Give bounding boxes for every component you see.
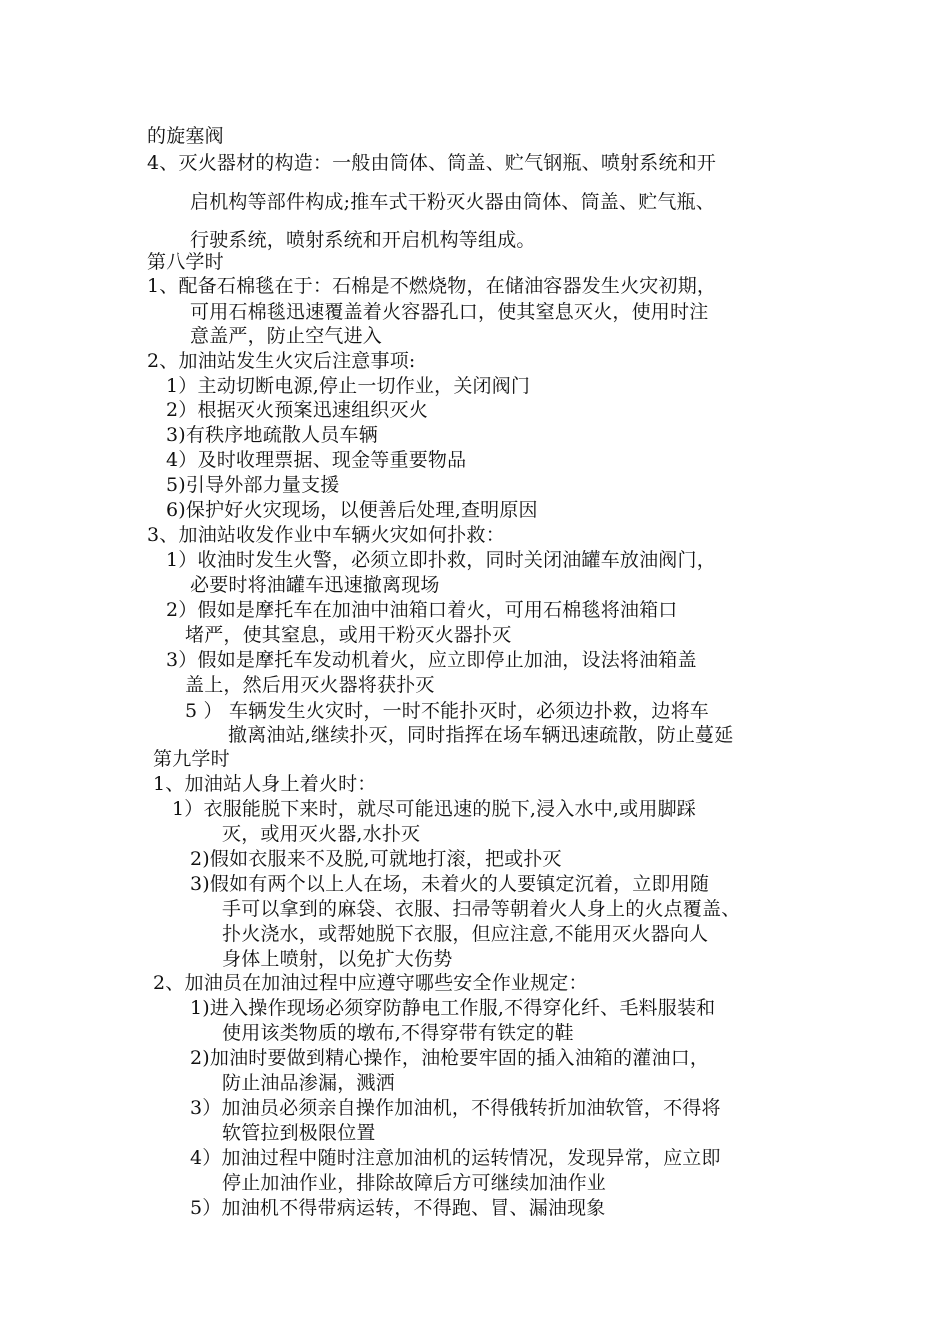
text-line: 启机构等部件构成;推车式干粉灭火器由筒体、筒盖、贮气瓶、 — [190, 191, 716, 213]
text-line: 2、加油员在加油过程中应遵守哪些安全作业规定： — [153, 972, 588, 994]
list-item: 1)进入操作现场必须穿防静电工作服,不得穿化纤、毛料服装和 — [190, 997, 716, 1019]
text-line: 4、灭火器材的构造：一般由筒体、筒盖、贮气钢瓶、喷射系统和开 — [147, 152, 717, 174]
list-item: 3）假如是摩托车发动机着火，应立即停止加油，设法将油箱盖 — [166, 649, 697, 671]
list-item: 3）加油员必须亲自操作加油机，不得俄转折加油软管，不得将 — [190, 1097, 721, 1119]
text-line: 手可以拿到的麻袋、衣服、扫帚等朝着火人身上的火点覆盖、 — [222, 898, 741, 920]
list-item: 4）加油过程中随时注意加油机的运转情况，发现异常，应立即 — [190, 1147, 721, 1169]
section-heading: 第八学时 — [147, 251, 224, 273]
list-item: 3)有秩序地疏散人员车辆 — [166, 424, 378, 446]
list-item: 5 ） 车辆发生火灾时，一时不能扑灭时，必须边扑救，边将车 — [185, 700, 709, 722]
text-line: 撤离油站,继续扑灭，同时指挥在场车辆迅速疏散，防止蔓延 — [228, 724, 734, 746]
text-line: 行驶系统，喷射系统和开启机构等组成。 — [190, 229, 536, 251]
list-item: 2）假如是摩托车在加油中油箱口着火，可用石棉毯将油箱口 — [166, 599, 678, 621]
text-line: 盖上，然后用灭火器将获扑灭 — [185, 674, 435, 696]
list-item: 3)假如有两个以上人在场，未着火的人要镇定沉着，立即用随 — [190, 873, 710, 895]
list-item: 6)保护好火灾现场，以便善后处理,查明原因 — [166, 499, 538, 521]
text-line: 的旋塞阀 — [147, 125, 224, 147]
text-line: 使用该类物质的墩布,不得穿带有铁定的鞋 — [222, 1022, 574, 1044]
text-line: 停止加油作业，排除故障后方可继续加油作业 — [222, 1172, 607, 1194]
text-line: 扑火浇水，或帮她脱下衣服，但应注意,不能用灭火器向人 — [222, 923, 709, 945]
list-item: 5）加油机不得带病运转，不得跑、冒、漏油现象 — [190, 1197, 606, 1219]
text-line: 1、加油站人身上着火时： — [153, 773, 377, 795]
text-line: 堵严，使其窒息，或用干粉灭火器扑灭 — [185, 624, 512, 646]
text-line: 3、加油站收发作业中车辆火灾如何扑救： — [147, 524, 505, 546]
list-item: 2）根据灭火预案迅速组织灭火 — [166, 399, 428, 421]
text-line: 2、加油站发生火灾后注意事项: — [147, 350, 416, 372]
list-item: 2)加油时要做到精心操作，油枪要牢固的插入油箱的灌油口， — [190, 1047, 710, 1069]
text-line: 灭，或用灭火器,水扑灭 — [222, 823, 421, 845]
list-item: 1）主动切断电源,停止一切作业，关闭阀门 — [166, 375, 531, 397]
section-heading: 第九学时 — [153, 748, 230, 770]
list-item: 2)假如衣服来不及脱,可就地打滚，把或扑灭 — [190, 848, 562, 870]
list-item: 4）及时收理票据、现金等重要物品 — [166, 449, 467, 471]
text-line: 意盖严，防止空气进入 — [190, 325, 383, 347]
text-line: 可用石棉毯迅速覆盖着火容器孔口，使其窒息灭火，使用时注 — [190, 301, 709, 323]
text-line: 防止油品渗漏，溅洒 — [222, 1072, 395, 1094]
text-line: 身体上喷射，以免扩大伤势 — [222, 948, 453, 970]
text-line: 必要时将油罐车迅速撤离现场 — [190, 574, 440, 596]
list-item: 5)引导外部力量支援 — [166, 474, 340, 496]
text-line: 1、配备石棉毯在于：石棉是不燃烧物，在储油容器发生火灾初期， — [147, 275, 717, 297]
list-item: 1）收油时发生火警，必须立即扑救，同时关闭油罐车放油阀门， — [166, 549, 716, 571]
text-line: 软管拉到极限位置 — [222, 1122, 376, 1144]
list-item: 1）衣服能脱下来时，就尽可能迅速的脱下,浸入水中,或用脚踩 — [172, 798, 696, 820]
